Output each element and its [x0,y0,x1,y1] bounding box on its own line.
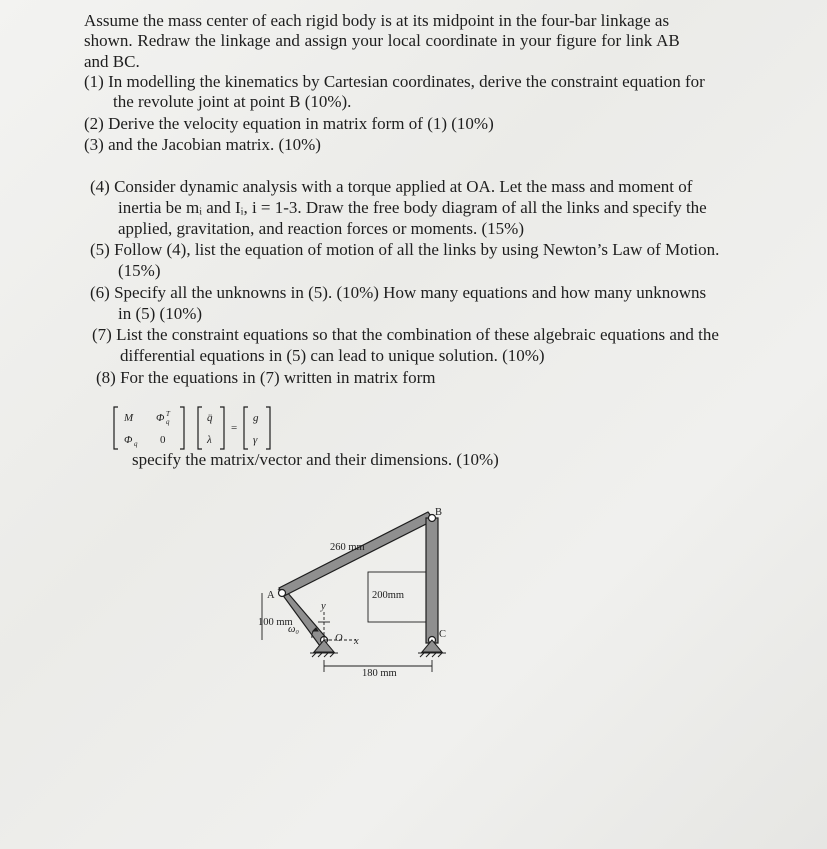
question-3: (3) and the Jacobian matrix. (10%) [84,135,321,154]
question-4-line-2: inertia be mᵢ and Iᵢ, i = 1-3. Draw the free body diagram of all the links and specify the [118,198,707,217]
question-7-line-2: differential equations in (5) can lead to unique solution. (10%) [120,346,545,365]
intro-line-1: Assume the mass center of each rigid body is at its midpoint in the four-bar linkage as [84,11,670,30]
ground-support-c [422,640,442,652]
question-1-line-2: the revolute joint at point B (10%). [113,92,352,111]
question-5-line-1: (5) Follow (4), list the equation of motion of all the links by using Newton’s Law of Motion. [90,240,720,259]
link-ab [279,512,434,596]
matrix-equation [110,403,300,453]
question-6-line-2: in (5) (10%) [118,304,203,323]
label-o: O [335,633,343,644]
vector-gamma: γ [253,434,258,446]
question-4-line-1: (4) Consider dynamic analysis with a torque applied at OA. Let the mass and moment of [90,177,693,196]
vector-lambda: λ [207,434,212,446]
label-omega: ω₀ [288,624,300,635]
vector-qddot: q̈ [207,412,213,424]
four-bar-linkage-figure [250,500,480,700]
question-2: (2) Derive the velocity equation in matrix form of (1) (10%) [84,114,494,133]
matrix-m22: 0 [160,434,166,446]
link-bc [426,518,438,643]
label-a: A [267,590,275,601]
dim-label-260: 260 mm [330,542,365,553]
dim-label-100: 100 mm [258,617,293,628]
question-4-line-3: applied, gravitation, and reaction forces or moments. (15%) [118,219,524,238]
question-6-line-1: (6) Specify all the unknowns in (5). (10%) How many equations and how many unknowns [90,283,707,302]
label-b: B [435,507,443,518]
vector-g: g [253,412,259,424]
matrix-m12-sub: q [166,418,170,426]
dim-label-180: 180 mm [362,668,397,679]
intro-line-3: and BC. [84,52,140,71]
question-8: (8) For the equations in (7) written in matrix form [96,368,436,387]
label-x: x [354,636,359,647]
matrix-m12: Φ [156,412,165,424]
label-c: C [439,629,447,640]
joint-a [279,590,286,597]
question-5-line-2: (15%) [118,261,161,280]
matrix-m21-sub: q [134,440,138,448]
dim-label-200: 200mm [372,590,405,601]
equals-sign: = [231,422,238,434]
question-7-line-1: (7) List the constraint equations so that the combination of these algebraic equations and the [92,325,719,344]
question-1-line-1: (1) In modelling the kinematics by Cartesian coordinates, derive the constraint equation for [84,72,705,91]
matrix-m11: M [124,412,134,424]
matrix-m12-sup: T [166,410,170,418]
intro-line-2: shown. Redraw the linkage and assign your local coordinate in your figure for link AB [84,31,680,50]
label-y: y [321,601,326,612]
matrix-m21: Φ [124,434,133,446]
matrix-instruction: specify the matrix/vector and their dimensions. (10%) [132,450,499,469]
